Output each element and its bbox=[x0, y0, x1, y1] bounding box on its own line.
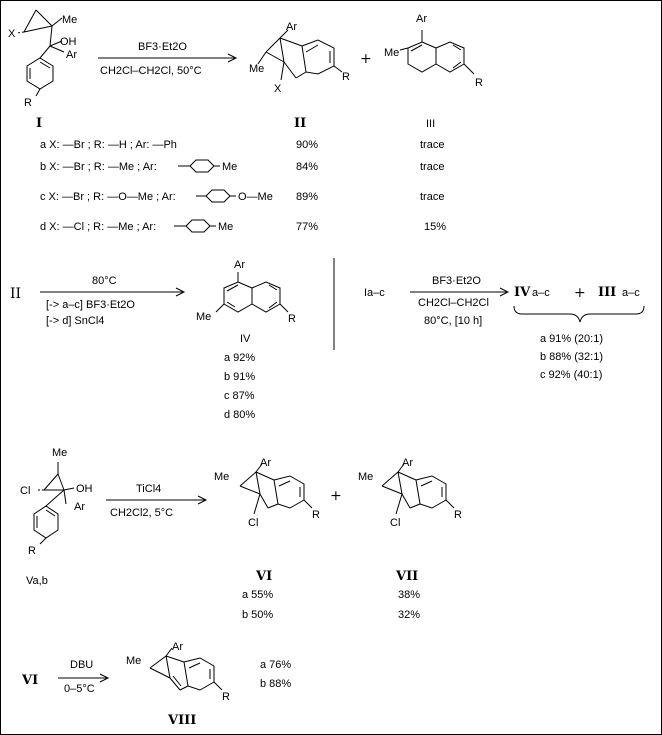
s5-product: VIII bbox=[168, 713, 197, 728]
p6-ar: Ar bbox=[260, 457, 271, 469]
s4-yield7-b: 32% bbox=[398, 609, 421, 621]
s5-yield-a: a 76% bbox=[260, 659, 292, 671]
s5-reagent: DBU bbox=[70, 659, 94, 671]
s2-cond-d: [-> d] SnCl4 bbox=[46, 315, 105, 327]
row-b-yield2: 84% bbox=[296, 161, 319, 173]
reagent-bf3: BF3·Et2O bbox=[138, 41, 187, 53]
s4-yield6-a: a 55% bbox=[242, 589, 274, 601]
s4-reagent: TiCl4 bbox=[136, 483, 162, 495]
scheme4-arrow bbox=[106, 483, 206, 519]
p3-me: Me bbox=[384, 47, 400, 59]
scheme4-start-structure bbox=[20, 447, 93, 557]
p6-r: R bbox=[312, 509, 320, 521]
s3-start: Ia–c bbox=[364, 287, 385, 299]
s3-cond: 80°C, [10 h] bbox=[424, 315, 483, 327]
s2-product: IV bbox=[240, 333, 251, 345]
s5-yield-b: b 88% bbox=[260, 678, 292, 690]
col-label-I: I bbox=[36, 116, 43, 131]
s2-yield-d: d 80% bbox=[224, 409, 256, 421]
row-d-yield2: 77% bbox=[296, 221, 319, 233]
s3-p2-bold: III bbox=[598, 285, 617, 300]
s3-p1-bold: IV bbox=[514, 285, 531, 300]
row-b-aryl-sub: Me bbox=[222, 161, 238, 173]
s3-p1-rest: a–c bbox=[532, 287, 550, 299]
row-d-aryl-sub: Me bbox=[218, 221, 234, 233]
row-c-label: c X: —Br ; R: —O—Me ; Ar: bbox=[40, 191, 176, 203]
row-a-yield2: 90% bbox=[296, 139, 319, 151]
scheme2-product4-structure bbox=[196, 259, 296, 325]
scheme1-table bbox=[40, 139, 446, 233]
label-r: R bbox=[24, 97, 32, 109]
row-c-yield3: trace bbox=[420, 191, 445, 203]
row-d-yield3: 15% bbox=[424, 221, 447, 233]
p8-r: R bbox=[222, 691, 230, 703]
scheme1-product3-structure bbox=[384, 13, 483, 89]
scheme2-arrow bbox=[40, 275, 184, 327]
scheme1-plus: + bbox=[360, 51, 372, 67]
p6-cl: Cl bbox=[248, 517, 259, 529]
s4-yield6-b: b 50% bbox=[242, 609, 274, 621]
row-b-label: b X: —Br ; R: —Me ; Ar: bbox=[40, 161, 157, 173]
p2-x: X bbox=[274, 83, 282, 95]
s2-cond-a: [-> a–c] BF3·Et2O bbox=[46, 299, 135, 311]
s5-cond: 0–5°C bbox=[64, 683, 95, 695]
s2-yield-a: a 92% bbox=[224, 352, 256, 364]
label-x: X bbox=[8, 28, 16, 40]
s3-plus: + bbox=[574, 285, 586, 301]
s4-p6: VI bbox=[256, 569, 273, 584]
s4-yield7-a: 38% bbox=[398, 589, 421, 601]
s4-start-name: Va,b bbox=[26, 575, 48, 587]
s2-yield-c: c 87% bbox=[224, 390, 255, 402]
s3-p2-rest: a–c bbox=[622, 287, 640, 299]
s4-solvent: CH2Cl2, 5°C bbox=[110, 507, 174, 519]
p4-r: R bbox=[288, 313, 296, 325]
row-a-label: a X: —Br ; R: —H ; Ar: —Ph bbox=[40, 139, 177, 151]
p3-ar: Ar bbox=[416, 13, 427, 25]
p2-r: R bbox=[342, 71, 350, 83]
s3-reagent: BF3·Et2O bbox=[432, 275, 481, 287]
s4-me: Me bbox=[52, 447, 68, 459]
s3-yield-b: b 88% (32:1) bbox=[540, 351, 603, 363]
p6-me: Me bbox=[214, 471, 230, 483]
p8-ar: Ar bbox=[172, 641, 183, 653]
row-a-yield3: trace bbox=[420, 139, 445, 151]
scheme4-product7-structure bbox=[358, 457, 462, 529]
s2-start: II bbox=[10, 286, 22, 302]
scheme3-arrow bbox=[410, 275, 508, 327]
p3-r: R bbox=[475, 77, 483, 89]
p7-r: R bbox=[454, 509, 462, 521]
s4-ar: Ar bbox=[74, 501, 85, 513]
p4-ar: Ar bbox=[234, 259, 245, 271]
scheme4-product6-structure bbox=[214, 457, 320, 529]
p4-me: Me bbox=[196, 311, 212, 323]
s2-temp: 80°C bbox=[92, 275, 117, 287]
s4-plus: + bbox=[330, 488, 342, 504]
s3-yield-a: a 91% (20:1) bbox=[540, 333, 603, 345]
scheme1-arrow bbox=[98, 41, 236, 77]
p7-ar: Ar bbox=[402, 457, 413, 469]
s4-r: R bbox=[28, 545, 36, 557]
scheme1-product2-structure bbox=[249, 21, 350, 95]
col-label-II: II bbox=[294, 116, 307, 131]
scheme5-arrow bbox=[58, 659, 108, 695]
row-b-yield3: trace bbox=[420, 161, 445, 173]
label-oh: OH bbox=[60, 36, 77, 48]
scheme1-start-structure bbox=[8, 10, 77, 109]
p2-me: Me bbox=[249, 63, 265, 75]
col-label-III: III bbox=[426, 118, 436, 130]
scheme5-product8-structure bbox=[126, 641, 230, 703]
label-me: Me bbox=[62, 14, 78, 26]
solvent-1: CH2Cl–CH2Cl, 50°C bbox=[100, 65, 202, 77]
s2-yield-b: b 91% bbox=[224, 371, 256, 383]
s3-brace bbox=[514, 306, 644, 322]
p7-cl: Cl bbox=[390, 517, 401, 529]
s3-yield-c: c 92% (40:1) bbox=[540, 369, 603, 381]
p2-ar: Ar bbox=[286, 21, 297, 33]
p7-me: Me bbox=[358, 471, 374, 483]
s4-oh: OH bbox=[76, 483, 93, 495]
s4-cl: Cl bbox=[20, 485, 31, 497]
row-c-yield2: 89% bbox=[296, 191, 319, 203]
s3-solvent: CH2Cl–CH2Cl bbox=[418, 297, 489, 309]
label-ar: Ar bbox=[66, 49, 77, 61]
row-d-label: d X: —Cl ; R: —Me ; Ar: bbox=[40, 221, 157, 233]
s5-start: VI bbox=[22, 673, 39, 688]
p8-me: Me bbox=[126, 655, 142, 667]
s4-p7: VII bbox=[396, 569, 419, 584]
row-c-aryl-sub: O—Me bbox=[238, 191, 273, 203]
